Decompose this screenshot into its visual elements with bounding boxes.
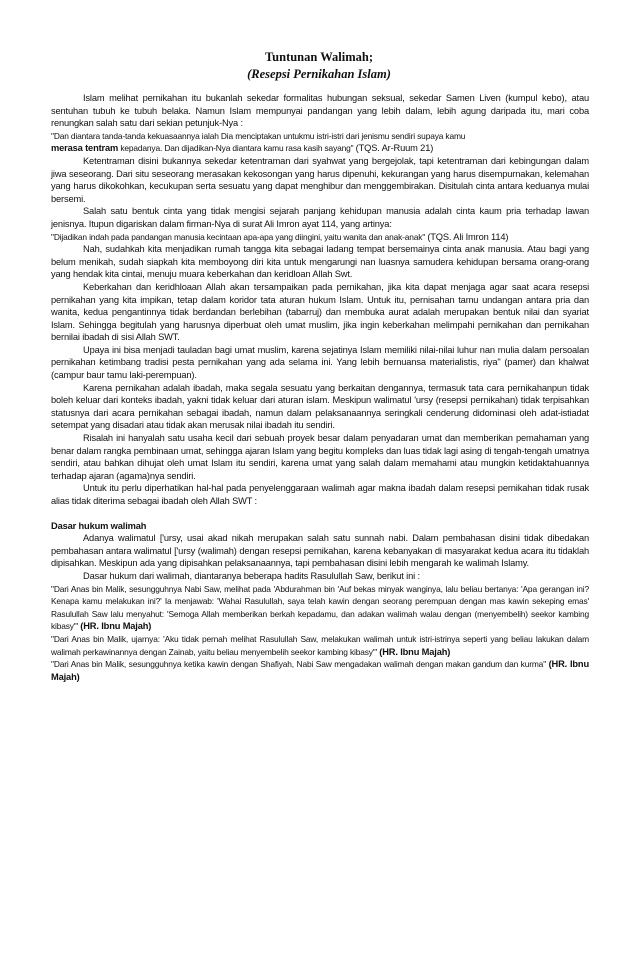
paragraph: Upaya ini bisa menjadi tauladan bagi umat muslim, karena sejatinya Islam memiliki nilai-nilai luhur nan mulia dalam persoalan pernikahan ketimbang tradisi pesta pernikahan yang ada selama ini. Yang lebih bernuansa materialistis, riya" (pamer) dan khalwat (campur baur tamu laki-perempuan).	[51, 344, 589, 381]
hadith-reference: (HR. Ibnu Majah)	[379, 646, 451, 657]
hadith-text: "Dari Anas bin Malik, sesungguhnya ketika kawin dengan Shafiyah, Nabi Saw mengadakan walimah dengan makan gandum dan kurma"	[51, 659, 549, 670]
paragraph: Keberkahan dan keridhloaan Allah akan tersampaikan pada pernikahan, jika kita dapat menjaga agar saat acara resepsi pernikahan yang kita impikan, tetap dalam koridor tata aturan hukum Islam. Untuk itu, pernisahan tamu undangan antara pria dan wanita, kedua pengantinnya tidak berdandan berlebihan (tabarruj) dan membuka aurat adalah merupakan bentuk nilai dan syariat Islam. Sehingga begitulah yang harusnya diperbuat oleh umat muslim, jika ingin keberkahan melimpahi pernikahan dan pernikahan bernilai ibadah di sisi Allah SWT.	[51, 281, 589, 343]
hadith-reference: (HR. Ibnu Majah)	[51, 659, 589, 682]
page-subtitle: (Resepsi Pernikahan Islam)	[247, 67, 391, 81]
title-block	[0, 50, 638, 82]
paragraph: Ketentraman disini bukannya sekedar ketentraman dari syahwat yang bergejolak, tapi ketentraman dari kebingungan dalam jiwa seseorang. Dari situ seseorang merasakan kekosongan yang harus dipenuhi, kekurangan yang harus disempurnakan, kelemahan yang harus dikokohkan, kecukupan serta sesuatu yang dapat menghibur dan menggembirakan. Disitulah cinta antara keduanya mulai bersemi.	[51, 155, 589, 204]
hadith-3	[51, 658, 589, 683]
paragraph: Islam melihat pernikahan itu bukanlah sekedar formalitas hubungan seksual, sekedar Samen Liven (kumpul kebo), atau sentuhan tubuh ke tubuh belaka. Namun Islam mempunyai pandangan yang lebih dalam, lebih agung daripada itu, mari coba renungkan salah satu dari sekian petunjuk-Nya :	[51, 93, 589, 129]
paragraph: Dasar hukum dari walimah, diantaranya beberapa hadits Rasulullah Saw, berikut ini :	[83, 570, 420, 581]
quote-text: "Dan diantara tanda-tanda kekuasaannya ialah Dia menciptakan untukmu istri-istri dari jenismu sendiri supaya kamu	[51, 130, 466, 141]
paragraph: Untuk itu perlu diperhatikan hal-hal pada penyelenggaraan walimah agar makna ibadah dalam resepsi pernikahan tidak rusak alias tidak diterima sebagai ibadah oleh Allah SWT :	[51, 483, 589, 506]
quote-reference: (TQS. Ali Imron 114)	[427, 231, 509, 242]
quote-ali-imron	[51, 231, 589, 244]
hadith-1	[51, 583, 589, 633]
page-title: Tuntunan Walimah;	[264, 50, 374, 64]
hadith-reference: (HR. Ibnu Majah)	[80, 621, 152, 632]
paragraph: Adanya walimatul ['ursy, usai akad nikah merupakan salah satu sunnah nabi. Dalam pembahasan disini tidak dibedakan pembahasan antara walimatul ['ursy (walimah) dengan resepsi pernikahan, karena kebanyakan di masyarakat kedua acara itu tidaklah dipisahkan. Meskipun ada yang dipisahkan pelaksanaannya, tapi pembahasan disini lebih mengarah ke walimah Islamy.	[51, 533, 589, 569]
quote-emphasis: merasa tentram	[51, 143, 119, 154]
quote-text-rest: kepadanya. Dan dijadikan-Nya diantara kamu rasa kasih sayang"	[118, 143, 356, 154]
hadith-text: "Dari Anas bin Malik, sesungguhnya Nabi Saw, melihat pada 'Abdurahman bin 'Auf bekas minyak wanginya, lalu beliau bertanya: 'Apa gerangan ini? Kenapa kamu melakukan ini?' Ia menjawab: 'Wahai Rasulullah, saya telah kawin dengan seorang perempuan dengan mas kawin sekeping emas' Rasulullah Saw lalu menyahut: 'Semoga Allah memberikan berkah kepadamu, dan adakan walimah walau dengan (menyembelih) seekor kambing kibasy'"	[51, 583, 589, 632]
section-heading: Dasar hukum walimah	[51, 520, 147, 531]
paragraph: Karena pernikahan adalah ibadah, maka segala sesuatu yang berkaitan dengannya, termasuk tata cara pernikahanpun tidak boleh keluar dari konteks ibadah, yakni tidak keluar dari aturan islam. Meskipun walimatul 'ursy (resepsi pernikahan) tidak terpisahkan statusnya dari acara pernikahan sebagai ibadah, namun dalam pelaksanaannya seringkali cenderung didominasi oleh adat-istiadat setempat yang disadari atau tidak akan merusak nilai ibadah itu sendiri.	[51, 382, 589, 431]
quote-text: "Dijadikan indah pada pandangan manusia kecintaan apa-apa yang diingini, yaitu wanita dan anak-anak"	[51, 231, 428, 242]
quote-ar-ruum	[51, 130, 589, 155]
quote-reference: (TQS. Ar-Ruum 21)	[355, 143, 434, 154]
paragraph: Salah satu bentuk cinta yang tidak mengisi sejarah panjang kehidupan manusia adalah cinta kaum pria terhadap lawan jenisnya. Itupun digariskan dalam firman-Nya di surat Ali Imron ayat 114, yang artinya:	[51, 206, 589, 229]
hadith-text: "Dari Anas bin Malik, ujarnya: 'Aku tidak pernah melihat Rasulullah Saw, melakukan walimah untuk istri-istrinya seperti yang beliau lakukan dalam walimah perkawinannya dengan Zainab, yaitu beliau menyembelih seekor kambing kibasy'"	[51, 633, 589, 657]
paragraph: Nah, sudahkah kita menjadikan rumah tangga kita sebagai ladang tempat bersemainya cinta anak manusia. Atau bagi yang belum menikah, sudah siapkah kita memboyong diri kita untuk mengarungi nan luasnya samudera kehidupan bersama orang-orang yang hendak kita cintai, menuju muara keberkahan dan keridloan Allah Swt.	[51, 244, 589, 280]
hadith-2	[51, 633, 589, 658]
paragraph: Risalah ini hanyalah satu usaha kecil dari sebuah proyek besar dalam penyadaran umat dan memberikan pemahaman yang benar dalam rangka pembinaan umat, sehingga ajaran Islam yang begitu kompleks dan luas tidak lagi asing di tengah-tengah umatnya sendiri, atau bahkan dihujat oleh umat Islam itu sendiri, karena umat yang salah dalam memahami atau mungkin ketidaktahuannya terhadap ajaran (agama)nya sendiri.	[51, 433, 589, 481]
document-body	[51, 92, 589, 683]
